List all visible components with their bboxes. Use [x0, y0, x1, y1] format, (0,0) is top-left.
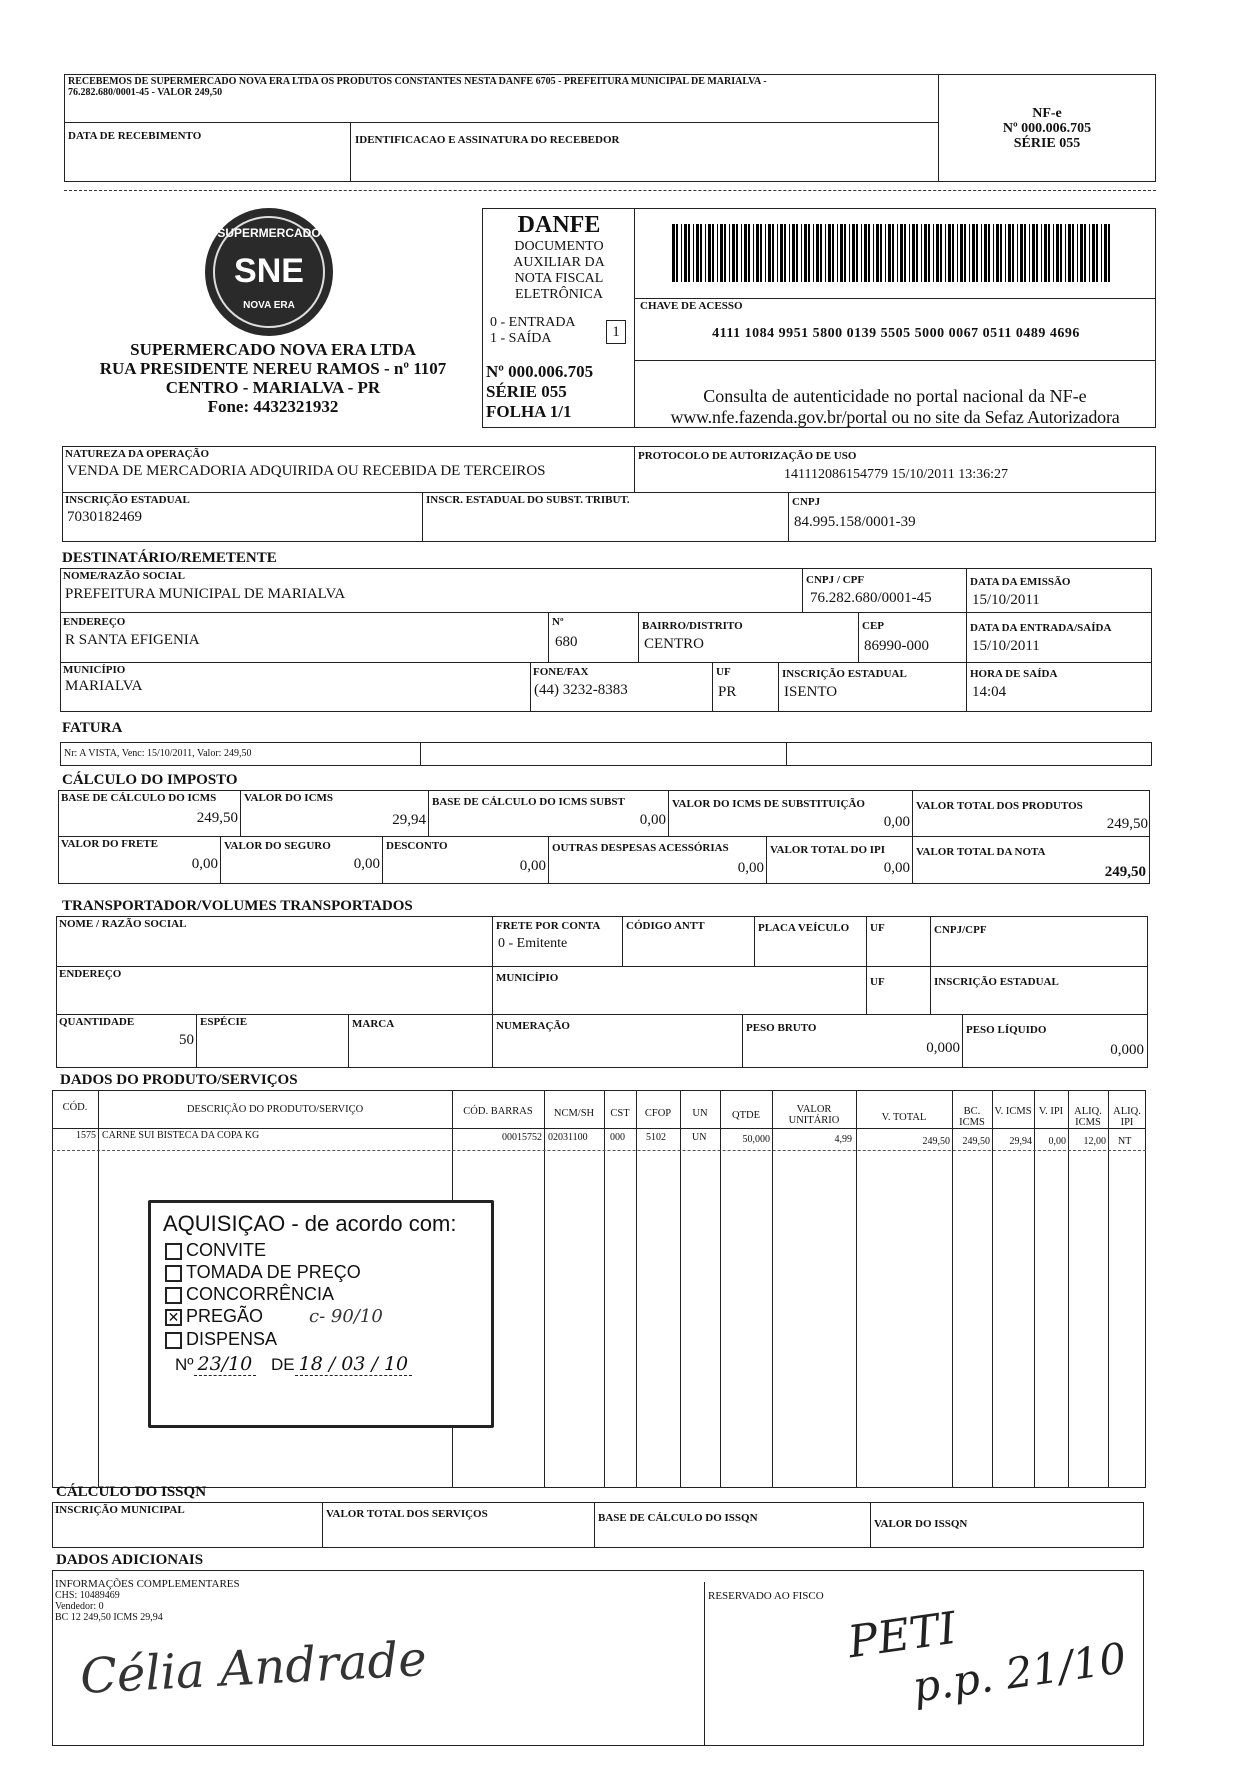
- barcode-bar: [777, 224, 778, 282]
- barcode-bar: [784, 224, 786, 282]
- barcode-bar: [876, 224, 879, 282]
- barcode-bar: [964, 224, 966, 282]
- barcode-bar: [772, 224, 774, 282]
- danfe-folha: FOLHA 1/1: [486, 402, 572, 421]
- canhoto-nfe-serie: SÉRIE 055: [1013, 136, 1081, 151]
- transp-peso-liq-value: 0,000: [1110, 1042, 1144, 1058]
- dest-cnpj-value: 76.282.680/0001-45: [810, 590, 932, 606]
- desconto-value: 0,00: [519, 858, 546, 874]
- transp-peso-bruto-value: 0,000: [926, 1040, 960, 1056]
- barcode-bar: [892, 224, 894, 282]
- barcode-bar: [996, 224, 999, 282]
- barcode-bar: [693, 224, 694, 282]
- barcode-bar: [753, 224, 754, 282]
- barcode-bar: [940, 224, 942, 282]
- row-aliq-ipi: NT: [1118, 1136, 1132, 1147]
- checkbox-icon: [165, 1265, 182, 1282]
- barcode-bar: [1053, 224, 1054, 282]
- info-lines: [55, 1590, 163, 1623]
- dest-hora-label: HORA DE SAÍDA: [970, 668, 1058, 680]
- barcode-bar: [933, 224, 934, 282]
- barcode-bar: [1092, 224, 1095, 282]
- logo-text-top: SUPERMERCADO: [217, 226, 321, 240]
- stamp-option-dispensa: DISPENSA: [165, 1328, 383, 1350]
- transp-frete-label: FRETE POR CONTA: [496, 920, 601, 932]
- danfe-subtitle-2: AUXILIAR DA: [513, 255, 605, 270]
- dest-numero-label: Nº: [552, 616, 564, 628]
- stamp-de-label: DE: [271, 1355, 295, 1374]
- barcode-bar: [1084, 224, 1086, 282]
- barcode-bar: [1005, 224, 1006, 282]
- danfe-saida: 1 - SAÍDA: [490, 331, 552, 346]
- col-header-aliq-ipi: ALIQ. IPI: [1113, 1106, 1141, 1128]
- barcode-bar: [868, 224, 870, 282]
- chave-value: 4111 1084 9951 5800 0139 5505 5000 0067 0511 0489 4696: [712, 326, 1080, 341]
- data-recebimento-label: DATA DE RECEBIMENTO: [68, 130, 202, 142]
- barcode-bar: [972, 224, 975, 282]
- col-header-descricao: DESCRIÇÃO DO PRODUTO/SERVIÇO: [186, 1104, 364, 1115]
- col-header-cod: CÓD.: [62, 1102, 88, 1113]
- barcode-bar: [720, 224, 723, 282]
- dest-hora-value: 14:04: [972, 684, 1007, 700]
- barcode-bar: [988, 224, 990, 282]
- issqn-section: CÁLCULO DO ISSQN: [56, 1484, 207, 1500]
- bc-st-label: BASE DE CÁLCULO DO ICMS SUBST: [432, 796, 625, 808]
- barcode-bar: [960, 224, 963, 282]
- v-nota-value: 249,50: [1104, 864, 1146, 880]
- stamp-numero-label: Nº: [175, 1355, 194, 1374]
- info-line-3: BC 12 249,50 ICMS 29,94: [55, 1612, 163, 1623]
- emitente-info: [70, 340, 476, 416]
- barcode-bar: [928, 224, 930, 282]
- barcode-bar: [837, 224, 838, 282]
- logo-text-bottom: NOVA ERA: [243, 300, 295, 311]
- barcode-bar: [1108, 224, 1110, 282]
- barcode-bar: [885, 224, 886, 282]
- barcode-bar: [1104, 224, 1107, 282]
- barcode-bar: [816, 224, 819, 282]
- stamp-title: AQUISIÇAO - de acordo com:: [163, 1211, 457, 1236]
- bc-icms-label: BASE DE CÁLCULO DO ICMS: [61, 792, 217, 804]
- dest-endereco-label: ENDEREÇO: [63, 616, 126, 628]
- canhoto-text: RECEBEMOS DE SUPERMERCADO NOVA ERA LTDA OS PRODUTOS CONSTANTES NESTA DANFE 6705 - PREFEITURA MUNICIPAL DE MARIALVA -: [68, 76, 767, 87]
- col-header-cfop: CFOP: [644, 1108, 672, 1119]
- col-header-v-ipi: V. IPI: [1038, 1106, 1064, 1117]
- barcode-bar: [1060, 224, 1062, 282]
- barcode-bar: [1000, 224, 1002, 282]
- v-icms-label: VALOR DO ICMS: [244, 792, 334, 804]
- col-header-valor-unitario: VALOR UNITÁRIO: [788, 1104, 840, 1126]
- v-icms-value: 29,94: [392, 812, 426, 828]
- barcode-bar: [1029, 224, 1030, 282]
- dest-bairro-label: BAIRRO/DISTRITO: [642, 620, 743, 632]
- barcode-bar: [820, 224, 822, 282]
- barcode-bar: [736, 224, 738, 282]
- produtos-section: DADOS DO PRODUTO/SERVIÇOS: [60, 1072, 298, 1088]
- natureza-label: NATUREZA DA OPERAÇÃO: [65, 448, 210, 460]
- barcode-bar: [684, 224, 687, 282]
- barcode-bar: [1065, 224, 1066, 282]
- row-cfop: 5102: [646, 1132, 666, 1143]
- transp-especie-label: ESPÉCIE: [200, 1016, 248, 1028]
- col-header-v-icms: V. ICMS: [994, 1106, 1032, 1117]
- v-prod-label: VALOR TOTAL DOS PRODUTOS: [916, 800, 1083, 812]
- dest-cep-label: CEP: [862, 620, 884, 632]
- handwritten-note-2: p.p. 21/10: [909, 1633, 1130, 1712]
- identificacao-label: IDENTIFICACAO E ASSINATURA DO RECEBEDOR: [355, 134, 620, 146]
- dest-cep-value: 86990-000: [864, 638, 929, 654]
- seguro-value: 0,00: [353, 856, 380, 872]
- row-bc-icms: 249,50: [962, 1136, 990, 1147]
- stamp-pregao-note: c- 90/10: [309, 1306, 383, 1327]
- barcode-bar: [1089, 224, 1090, 282]
- barcode-bar: [813, 224, 814, 282]
- transp-endereco-label: ENDEREÇO: [59, 968, 122, 980]
- barcode-bar: [825, 224, 826, 282]
- barcode-bar: [916, 224, 918, 282]
- seguro-label: VALOR DO SEGURO: [224, 840, 331, 852]
- barcode-bar: [705, 224, 706, 282]
- issqn-servicos-label: VALOR TOTAL DOS SERVIÇOS: [326, 1508, 488, 1520]
- barcode-bar: [1008, 224, 1011, 282]
- v-st-value: 0,00: [883, 814, 910, 830]
- v-st-label: VALOR DO ICMS DE SUBSTITUIÇÃO: [672, 798, 865, 810]
- barcode-bar: [1041, 224, 1042, 282]
- barcode-bar: [936, 224, 939, 282]
- row-valor-unitario: 4,99: [834, 1134, 852, 1145]
- emitente-nome: SUPERMERCADO NOVA ERA LTDA: [130, 340, 416, 359]
- barcode-bar: [672, 224, 675, 282]
- dest-ie-label: INSCRIÇÃO ESTADUAL: [782, 668, 907, 680]
- barcode-bar: [1020, 224, 1023, 282]
- dest-nome-label: NOME/RAZÃO SOCIAL: [63, 570, 185, 582]
- transp-nome-label: NOME / RAZÃO SOCIAL: [59, 918, 187, 930]
- ie-label: INSCRIÇÃO ESTADUAL: [65, 494, 190, 506]
- col-header-v-total: V. TOTAL: [881, 1112, 927, 1123]
- danfe-serie: SÉRIE 055: [486, 382, 567, 401]
- transp-frete-value: 0 - Emitente: [498, 936, 568, 951]
- stamp-option-tomada: TOMADA DE PREÇO: [165, 1261, 383, 1283]
- barcode-bar: [861, 224, 862, 282]
- barcode-bar: [984, 224, 987, 282]
- barcode-bar: [945, 224, 946, 282]
- danfe-entrada: 0 - ENTRADA: [490, 315, 576, 330]
- dest-fone-label: FONE/FAX: [533, 666, 589, 678]
- barcode-bar: [832, 224, 834, 282]
- issqn-valor-label: VALOR DO ISSQN: [874, 1518, 968, 1530]
- col-header-cst: CST: [610, 1108, 630, 1119]
- barcode-bar: [696, 224, 699, 282]
- barcode-bar: [900, 224, 903, 282]
- stamp-options: [165, 1239, 383, 1350]
- consulta-line-1: Consulta de autenticidade no portal nacional da NF-e: [703, 386, 1087, 406]
- outras-value: 0,00: [737, 860, 764, 876]
- danfe-tipo: 1: [606, 320, 626, 344]
- barcode-bar: [921, 224, 922, 282]
- transp-marca-label: MARCA: [352, 1018, 395, 1030]
- barcode-bar: [844, 224, 846, 282]
- frete-label: VALOR DO FRETE: [61, 838, 158, 850]
- barcode-bar: [856, 224, 858, 282]
- transp-uf2-label: UF: [870, 976, 885, 988]
- protocolo-value: 141112086154779 15/10/2011 13:36:27: [784, 467, 1008, 482]
- v-nota-label: VALOR TOTAL DA NOTA: [916, 846, 1046, 858]
- destinatario-section: DESTINATÁRIO/REMETENTE: [62, 550, 277, 566]
- danfe-numero-block: [486, 362, 593, 422]
- stamp-numero: 23/10: [194, 1353, 257, 1376]
- signature: Célia Andrade: [78, 1630, 428, 1706]
- ie-value: 7030182469: [67, 509, 142, 525]
- barcode-bar: [1072, 224, 1074, 282]
- barcode-bar: [748, 224, 750, 282]
- barcode-bar: [957, 224, 958, 282]
- stamp-numero-line: [175, 1353, 412, 1375]
- barcode-bar: [688, 224, 690, 282]
- transp-cnpj-label: CNPJ/CPF: [934, 924, 987, 936]
- fisco-label: RESERVADO AO FISCO: [708, 1590, 824, 1602]
- fatura-value: Nr: A VISTA, Venc: 15/10/2011, Valor: 249,50: [64, 748, 252, 759]
- col-header-qtde: QTDE: [732, 1110, 760, 1121]
- stamp-data: 18 / 03 / 10: [295, 1353, 413, 1376]
- barcode-bar: [765, 224, 766, 282]
- barcode-bar: [729, 224, 730, 282]
- barcode-bar: [780, 224, 783, 282]
- emitente-bairro: CENTRO - MARIALVA - PR: [165, 378, 381, 397]
- checkbox-icon: [165, 1332, 182, 1349]
- transp-municipio-label: MUNICÍPIO: [496, 972, 559, 984]
- barcode-bar: [909, 224, 910, 282]
- barcode-bar: [981, 224, 982, 282]
- danfe-block: [486, 212, 632, 303]
- canhoto-nfe-numero: Nº 000.006.705: [1002, 121, 1092, 136]
- info-label: INFORMAÇÕES COMPLEMENTARES: [55, 1578, 240, 1590]
- dest-ie-value: ISENTO: [784, 684, 838, 700]
- aquisicao-stamp: [148, 1200, 494, 1428]
- danfe-subtitle-3: NOTA FISCAL: [514, 271, 604, 286]
- stamp-option-pregao: ✕ PREGÃO c- 90/10: [165, 1305, 383, 1328]
- canhoto-nfe-label: NF-e: [1032, 106, 1062, 121]
- barcode-bar: [1036, 224, 1038, 282]
- barcode-bar: [804, 224, 807, 282]
- consulta-line-2: www.nfe.fazenda.gov.br/portal ou no site da Sefaz Autorizadora: [670, 407, 1120, 427]
- row-cod-barras: 00015752: [502, 1132, 542, 1143]
- barcode-bar: [828, 224, 831, 282]
- emitente-endereco: RUA PRESIDENTE NEREU RAMOS - nº 1107: [99, 359, 447, 378]
- barcode-bar: [700, 224, 702, 282]
- transp-ie-label: INSCRIÇÃO ESTADUAL: [934, 976, 1059, 988]
- dest-uf-label: UF: [716, 666, 731, 678]
- barcode-bar: [1032, 224, 1035, 282]
- col-header-ncm: NCM/SH: [553, 1108, 595, 1119]
- danfe-subtitle-1: DOCUMENTO: [514, 239, 604, 254]
- barcode-bar: [760, 224, 762, 282]
- barcode-bar: [993, 224, 994, 282]
- barcode-bar: [1048, 224, 1050, 282]
- barcode-bar: [948, 224, 951, 282]
- handwritten-note-1: PETI: [844, 1602, 960, 1669]
- transp-antt-label: CÓDIGO ANTT: [626, 920, 705, 932]
- bc-st-value: 0,00: [639, 812, 666, 828]
- checkbox-checked-icon: ✕: [165, 1309, 182, 1326]
- adicionais-section: DADOS ADICIONAIS: [56, 1552, 204, 1568]
- barcode-bar: [808, 224, 810, 282]
- cnpj-value: 84.995.158/0001-39: [794, 514, 916, 530]
- info-line-1: CHS: 10489469: [55, 1590, 120, 1601]
- issqn-im-label: INSCRIÇÃO MUNICIPAL: [55, 1504, 185, 1516]
- barcode-bar: [724, 224, 726, 282]
- cnpj-label: CNPJ: [792, 496, 821, 508]
- dest-entrada-value: 15/10/2011: [972, 638, 1040, 654]
- barcode-bar: [796, 224, 798, 282]
- protocolo-label: PROTOCOLO DE AUTORIZAÇÃO DE USO: [638, 450, 857, 462]
- natureza-value: VENDA DE MERCADORIA ADQUIRIDA OU RECEBIDA DE TERCEIROS: [67, 463, 546, 479]
- dest-uf-value: PR: [718, 684, 737, 700]
- barcode-bar: [849, 224, 850, 282]
- info-line-2: Vendedor: 0: [55, 1601, 104, 1612]
- barcode-bar: [789, 224, 790, 282]
- barcode-bar: [897, 224, 898, 282]
- dest-municipio-label: MUNICÍPIO: [63, 664, 126, 676]
- dest-endereco-value: R SANTA EFIGENIA: [65, 632, 200, 648]
- barcode-bar: [888, 224, 891, 282]
- imposto-section: CÁLCULO DO IMPOSTO: [62, 772, 238, 788]
- frete-value: 0,00: [191, 856, 218, 872]
- canhoto-text-2: 76.282.680/0001-45 - VALOR 249,50: [68, 87, 223, 98]
- logo-text-mid: SNE: [234, 252, 304, 290]
- dest-cnpj-label: CNPJ / CPF: [806, 574, 865, 586]
- issqn-bc-label: BASE DE CÁLCULO DO ISSQN: [598, 1512, 758, 1524]
- transporte-section: TRANSPORTADOR/VOLUMES TRANSPORTADOS: [62, 898, 413, 914]
- dest-bairro-value: CENTRO: [644, 636, 704, 652]
- row-cod: 1575: [76, 1130, 96, 1141]
- danfe-numero: Nº 000.006.705: [486, 362, 594, 381]
- dest-numero-value: 680: [555, 634, 578, 650]
- barcode-bar: [768, 224, 771, 282]
- barcode-bar: [1080, 224, 1083, 282]
- barcode-bar: [801, 224, 802, 282]
- barcode-bar: [969, 224, 970, 282]
- barcode-bar: [1017, 224, 1018, 282]
- col-header-un: UN: [692, 1108, 708, 1119]
- row-un: UN: [692, 1132, 707, 1143]
- outras-label: OUTRAS DESPESAS ACESSÓRIAS: [552, 842, 729, 854]
- transp-peso-liq-label: PESO LÍQUIDO: [966, 1024, 1047, 1036]
- barcode-bar: [1024, 224, 1026, 282]
- col-header-bc-icms: BC. ICMS: [959, 1106, 985, 1128]
- emitente-fone: Fone: 4432321932: [207, 397, 339, 416]
- dest-entrada-label: DATA DA ENTRADA/SAÍDA: [970, 622, 1112, 634]
- dest-municipio-value: MARIALVA: [65, 678, 143, 694]
- row-v-ipi: 0,00: [1048, 1136, 1066, 1147]
- row-aliq-icms: 12,00: [1083, 1136, 1106, 1147]
- barcode-bar: [744, 224, 747, 282]
- issqn-box: [52, 1502, 1144, 1548]
- danfe-subtitle-4: ELETRÔNICA: [515, 287, 603, 302]
- dest-nome-value: PREFEITURA MUNICIPAL DE MARIALVA: [65, 586, 346, 602]
- row-v-total: 249,50: [922, 1136, 950, 1147]
- barcode-bar: [912, 224, 915, 282]
- barcode-bar: [741, 224, 742, 282]
- barcode-bar: [1044, 224, 1047, 282]
- cut-line: [64, 190, 1156, 191]
- transp-peso-bruto-label: PESO BRUTO: [746, 1022, 817, 1034]
- transp-numeracao-label: NUMERAÇÃO: [496, 1020, 570, 1032]
- transp-uf-label: UF: [870, 922, 885, 934]
- chave-label: CHAVE DE ACESSO: [640, 300, 743, 312]
- barcode-bar: [732, 224, 735, 282]
- barcode-bar: [717, 224, 718, 282]
- bc-icms-value: 249,50: [196, 810, 238, 826]
- row-ncm: 02031100: [548, 1132, 588, 1143]
- row-v-icms: 29,94: [1009, 1136, 1032, 1147]
- ipi-value: 0,00: [883, 860, 910, 876]
- transp-qtd-value: 50: [179, 1032, 194, 1048]
- barcode-bar: [864, 224, 867, 282]
- barcode-bar: [873, 224, 874, 282]
- barcode-bar: [1012, 224, 1014, 282]
- emitente-logo: [205, 208, 333, 336]
- ipi-label: VALOR TOTAL DO IPI: [770, 844, 886, 856]
- barcode-bar: [712, 224, 714, 282]
- barcode-bar: [924, 224, 927, 282]
- barcode-bar: [681, 224, 682, 282]
- barcode-bar: [904, 224, 906, 282]
- dest-emissao-label: DATA DA EMISSÃO: [970, 576, 1071, 588]
- barcode-bar: [676, 224, 678, 282]
- desconto-label: DESCONTO: [386, 840, 448, 852]
- barcode-bar: [840, 224, 843, 282]
- barcode-bar: [1101, 224, 1102, 282]
- barcode: [672, 224, 1118, 282]
- transp-qtd-label: QUANTIDADE: [59, 1016, 135, 1028]
- row-cst: 000: [610, 1132, 625, 1143]
- dest-emissao-value: 15/10/2011: [972, 592, 1040, 608]
- barcode-bar: [952, 224, 954, 282]
- barcode-bar: [852, 224, 855, 282]
- canhoto-nfe: [942, 106, 1152, 151]
- checkbox-icon: [165, 1287, 182, 1304]
- row-descricao: CARNE SUI BISTECA DA COPA KG: [102, 1130, 260, 1141]
- barcode-bar: [708, 224, 711, 282]
- barcode-bar: [1077, 224, 1078, 282]
- checkbox-icon: [165, 1243, 182, 1260]
- barcode-bar: [1068, 224, 1071, 282]
- barcode-bar: [1096, 224, 1098, 282]
- transp-placa-label: PLACA VEÍCULO: [758, 922, 850, 934]
- barcode-bar: [792, 224, 795, 282]
- stamp-option-convite: CONVITE: [165, 1239, 383, 1261]
- barcode-bar: [976, 224, 978, 282]
- row-qtde: 50,000: [742, 1134, 770, 1145]
- danfe-title: DANFE: [517, 212, 601, 238]
- barcode-bar: [756, 224, 759, 282]
- barcode-bar: [1056, 224, 1059, 282]
- col-header-aliq-icms: ALIQ. ICMS: [1074, 1106, 1102, 1128]
- fatura-section: FATURA: [62, 720, 123, 736]
- dest-fone-value: (44) 3232-8383: [534, 682, 628, 698]
- col-header-cod-barras: CÓD. BARRAS: [463, 1106, 533, 1117]
- stamp-option-concorrencia: CONCORRÊNCIA: [165, 1283, 383, 1305]
- ie-st-label: INSCR. ESTADUAL DO SUBST. TRIBUT.: [426, 494, 630, 506]
- barcode-bar: [880, 224, 882, 282]
- v-prod-value: 249,50: [1106, 816, 1148, 832]
